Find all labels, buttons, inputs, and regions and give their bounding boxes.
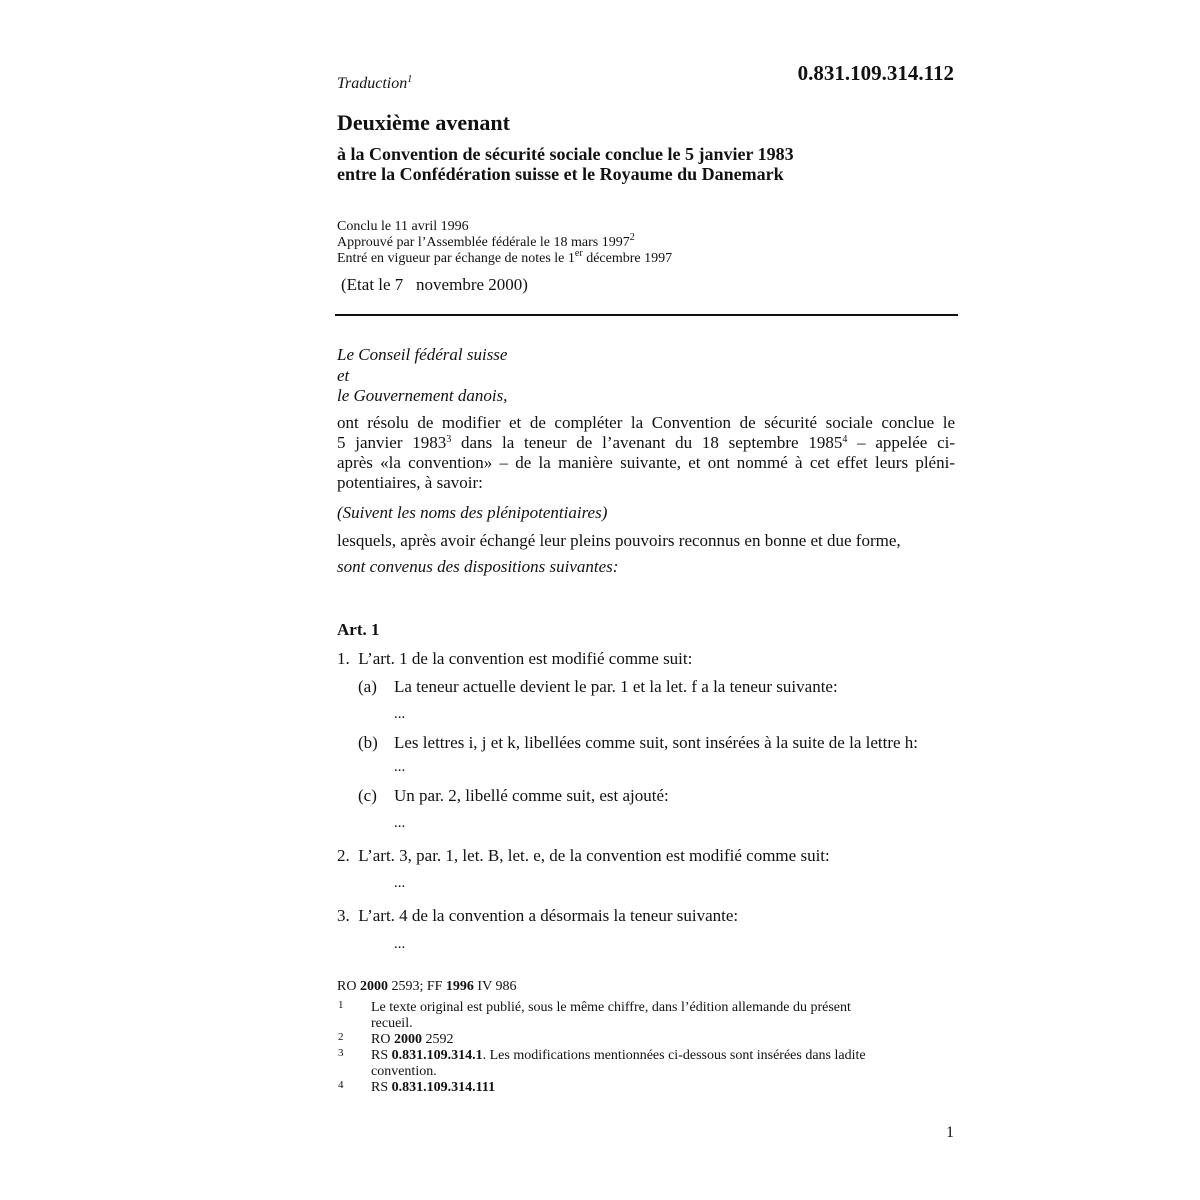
subtitle-line-1: à la Convention de sécurité sociale conclue le 5 janvier 1983 xyxy=(337,144,794,164)
footnote-2-text: RO 2000 2592 xyxy=(371,1032,454,1047)
subitem-c-text: Un par. 2, libellé comme suit, est ajouté: xyxy=(394,786,669,805)
article-item-3: 3. L’art. 4 de la convention a désormais la teneur suivante: xyxy=(337,906,739,925)
subitem-b-text: Les lettres i, j et k, libellées comme suit, sont insérées à la suite de la lettre h: xyxy=(394,733,919,752)
document-title: Deuxième avenant xyxy=(337,110,510,135)
translation-label: Traduction$^1$ xyxy=(337,74,413,92)
footnote-1-text: Le texte original est publié, sous le même chiffre, dans l’édition allemande du présent recueil. xyxy=(371,1000,851,1031)
conclusion-date: Conclu le 11 avril 1996 xyxy=(337,219,469,234)
plenipotentiaries-note: (Suivent les noms des plénipotentiaires) xyxy=(337,503,608,522)
subitem-a-letter: (a) xyxy=(358,677,377,696)
article-item-1: 1. L’art. 1 de la convention est modifié comme suit: xyxy=(337,649,693,668)
rs-number: 0.831.109.314.112 xyxy=(797,61,954,85)
subitem-a-text: La teneur actuelle devient le par. 1 et la let. f a la teneur suivante: xyxy=(394,677,838,696)
omitted-text-ellipsis: ... xyxy=(394,936,406,952)
full-powers-text: lesquels, après avoir échangé leur pleins pouvoirs reconnus en bonne et due forme, xyxy=(337,531,901,550)
footnote-3-text: RS 0.831.109.314.1. Les modifications mentionnées ci-dessous sont insérées dans ladite convention. xyxy=(371,1048,866,1079)
footnote-ref-2[interactable]: 2 xyxy=(629,232,635,243)
approval-date: Approuvé par l’Assemblée fédérale le 18 mars 1997$^2$ xyxy=(337,232,635,250)
page-number: 1 xyxy=(946,1124,954,1141)
subitem-b-letter: (b) xyxy=(358,733,378,752)
footnote-ref-1[interactable]: 1 xyxy=(407,74,413,85)
footnote-number-2: 2 xyxy=(338,1031,344,1043)
subtitle-line-2: entre la Confédération suisse et le Royaume du Danemark xyxy=(337,164,784,184)
party-swiss: Le Conseil fédéral suisse xyxy=(337,345,508,364)
footnote-number-1: 1 xyxy=(338,999,344,1011)
preamble-paragraph xyxy=(337,413,955,493)
preamble-line: ont résolu de modifier et de compléter la Convention de sécurité sociale conclue le xyxy=(337,413,955,432)
footnote-ref-3[interactable]: 3 xyxy=(446,434,452,445)
preamble-line: potentiaires, à savoir: xyxy=(337,473,483,492)
status-date: (Etat le 7 novembre 2000) xyxy=(341,275,528,294)
omitted-text-ellipsis: ... xyxy=(394,759,406,775)
footnote-4-text: RS 0.831.109.314.111 xyxy=(371,1080,496,1095)
publication-reference: RO 2000 2593; FF 1996 IV 986 xyxy=(337,979,517,994)
footnote-number-3: 3 xyxy=(338,1047,344,1059)
footnote-ref-4[interactable]: 4 xyxy=(842,434,848,445)
entry-into-force-date: Entré en vigueur par échange de notes le 1er décembre 1997 xyxy=(337,248,673,266)
party-conjunction: et xyxy=(337,366,350,385)
omitted-text-ellipsis: ... xyxy=(394,815,406,831)
footnote-number-4: 4 xyxy=(338,1079,344,1091)
party-danish: le Gouvernement danois, xyxy=(337,386,508,405)
agreement-text: sont convenus des dispositions suivantes: xyxy=(337,557,619,576)
preamble-line: après «la convention» – de la manière suivante, et ont nommé à cet effet leurs pléni- xyxy=(337,453,955,472)
omitted-text-ellipsis: ... xyxy=(394,706,406,722)
document-metadata xyxy=(337,219,672,267)
header-divider xyxy=(335,314,958,316)
document-subtitle xyxy=(337,144,794,184)
omitted-text-ellipsis: ... xyxy=(394,875,406,891)
article-title: Art. 1 xyxy=(337,620,380,639)
article-item-2: 2. L’art. 3, par. 1, let. B, let. e, de la convention est modifié comme suit: xyxy=(337,846,830,865)
preamble-line: 5 janvier 1983$^3$ dans la teneur de l’avenant du 18 septembre 1985$^4$ – appelée ci- xyxy=(337,433,955,452)
subitem-c-letter: (c) xyxy=(358,786,377,805)
